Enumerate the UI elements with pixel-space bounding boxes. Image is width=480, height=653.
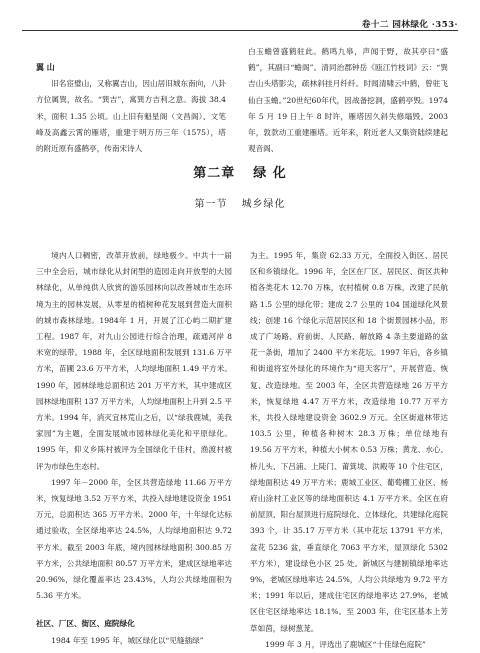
- chapter-heading: [0, 162, 480, 181]
- entry-text: 旧名宦璧山，又称翼吉山，因山居旧城东南向，八卦方位属巽，故名。“巽吉”，寓巽方吉利之意。海拔 38.4 米，面积 1.35 公顷。山上旧有魁星阁（文昌阁）、文笔峰及高鑫云霄的雁塔，重建于明万历三年（1575），塔的附近原有盛鹤亭，传南宋诗人: [36, 79, 226, 154]
- bottom-right-column: [250, 248, 448, 653]
- entry-heading: 翼 山: [36, 63, 55, 72]
- subsection-heading: 社区、厂区、街区、庭院绿化: [36, 619, 135, 629]
- section-heading: [0, 195, 480, 210]
- bottom-left-column: [36, 248, 232, 649]
- top-right-column: [248, 44, 448, 157]
- paragraph: 1997 年－2000 年，全区共营造绿地 11.66 万平方米，恢复绿地 3.52 万平方米，共投入绿地建设资金 1951 万元，总面积达 365 万平方米。2000 年，十年绿化达标通过验收，全区绿地率达 24.5%，人均绿地面积达 9.72 平方米。截至 2003 年底，境内园林绿地面积 300.85 万平方米，公共绿地面积 80.57 万平方米，建成区绿地率达 20.96%，绿化覆盖率达 23.43%，人均公共绿地面积为 5.36 平方米。: [36, 477, 232, 601]
- paragraph: 1999 年 3 月，评选出了鹿城区“十佳绿色庭院”: [265, 639, 426, 649]
- chapter-title: 绿 化: [253, 166, 287, 181]
- top-left-column: [36, 60, 226, 157]
- section-number: 第一节: [194, 199, 228, 210]
- page-header: [22, 18, 458, 38]
- paragraph: 为主。1995 年，集资 62.33 万元，全面投入街区、居民区和乡镇绿化。1996 年，全区在厂区、居民区、街区共种植各类花木 12.70 万株，农村植树 0.8 万株，改建了民航路 1.5 公里的绿化带；建成 2.7 公里的 104 国道绿化风景线；创建 16 个绿化示范居民区和 18 个街景园林小品，形成了广场路、府前街、人民路、解放路 4 条主要道路的盆花一条街，增加了 2400 平方米花坛。1997 年后，各乡镇和街道将室外绿化的环境作为“迎天客厅”，开展营造、恢复、改造绿地。至 2003 年，全区共营造绿地 26 万平方米，恢复绿地 4.47 万平方米，改造绿地 10.77 万平方米，共投入绿地建设资金 3602.9 万元。全区街道林带达 103.5 公里，种植各种树木 28.3 万株；单位绿地有 19.56 万平方米，种植大小树木 0.53 万株；黄龙、水心、桥儿头、下吕浦、上陡门、莆箕垅、洪殿等 10 个住宅区，绿地面积达 49 万平方米；鹿城工业区、葡萄棚工业区、杨府山涂村工业区等的绿地面积达 4.1 万平方米。全区在府前屋顶、阳台屋顶进行庭院绿化、立体绿化，共建绿化庭院 393 个，计 35.17 万平方米（其中花坛 13791 平方米，盆花 5236 盆，垂直绿化 7063 平方米，屋顶绿化 5302 平方米），建设绿色小区 25 处。新城区与建制镇绿地率达 9%，老城区绿地率达 24.5%，人均公共绿地为 9.72 平方米；1991 年以后，建成住宅区的绿地率达 27.9%，老城区住宅区绿地率达 18.1%。至 2003 年，住宅区基本上芳草如茵，绿树葱茏。: [250, 251, 448, 633]
- paragraph: 1984 年至 1995 年，城区绿化以“见缝插绿”: [51, 635, 204, 645]
- continued-text: 白玉蟾曾盛鹤驻此。鹤鸣九皋，声闻于野，故其亭曰“盛鹤”，其副曰“蟾阁”。清同治郡钟岳《瓯江竹枝词》云：“巽吉山头塔影尖，疏林斜挂月纤纤。时闻清啸云中鹤，曾驻飞仙白玉蟾。”20世纪60年代，因战备挖洞，盛鹤亭毁。1974 年 5 月 19 日上午 8 时许，雁塔因久斜失修塌毁。2003 年，敦款动工重建雁塔。近年来，附近老人又集资陆续建起观音阁、: [248, 47, 448, 154]
- header-rule: [22, 30, 458, 31]
- paragraph: 境内人口稠密，改革开放前，绿地极少。中共十一届三中全会后，城市绿化从封闭型的造园走向开放型的大园林绿化，从单纯供人欣赏的游乐园林向以改善城市生态环境为主的园林发展，从零星的植树种花发展到营造大面积的城市森林绿地。1984年 1 月，开展了江心屿二期扩建工程。1987 年，对九山公园进行综合治理，疏通河岸 8 米宽的绿带。1988 年，全区绿地面积发展到 131.6 万平方米，苗圃 23.6 万平方米，人均绿地面积 1.49 平方米。1990 年，园林绿地总面积达 201 万平方米，其中建成区园林绿地面积 137 万平方米，人均绿地面积上升到 2.5 平方米。1994 年，消灭宜林荒山之后，以“绿我鹿城，美我家园”为主题，全面发展城市园林绿化美化和平原绿化。1995 年，仰义乡陈村被评为全国绿化千佳村，渔渡村被评为市绿色生态村。: [36, 251, 232, 471]
- running-head: 卷十二 园林绿化 ·353·: [361, 20, 458, 30]
- section-title: 城乡绿化: [241, 199, 286, 210]
- chapter-number: 第二章: [193, 166, 236, 181]
